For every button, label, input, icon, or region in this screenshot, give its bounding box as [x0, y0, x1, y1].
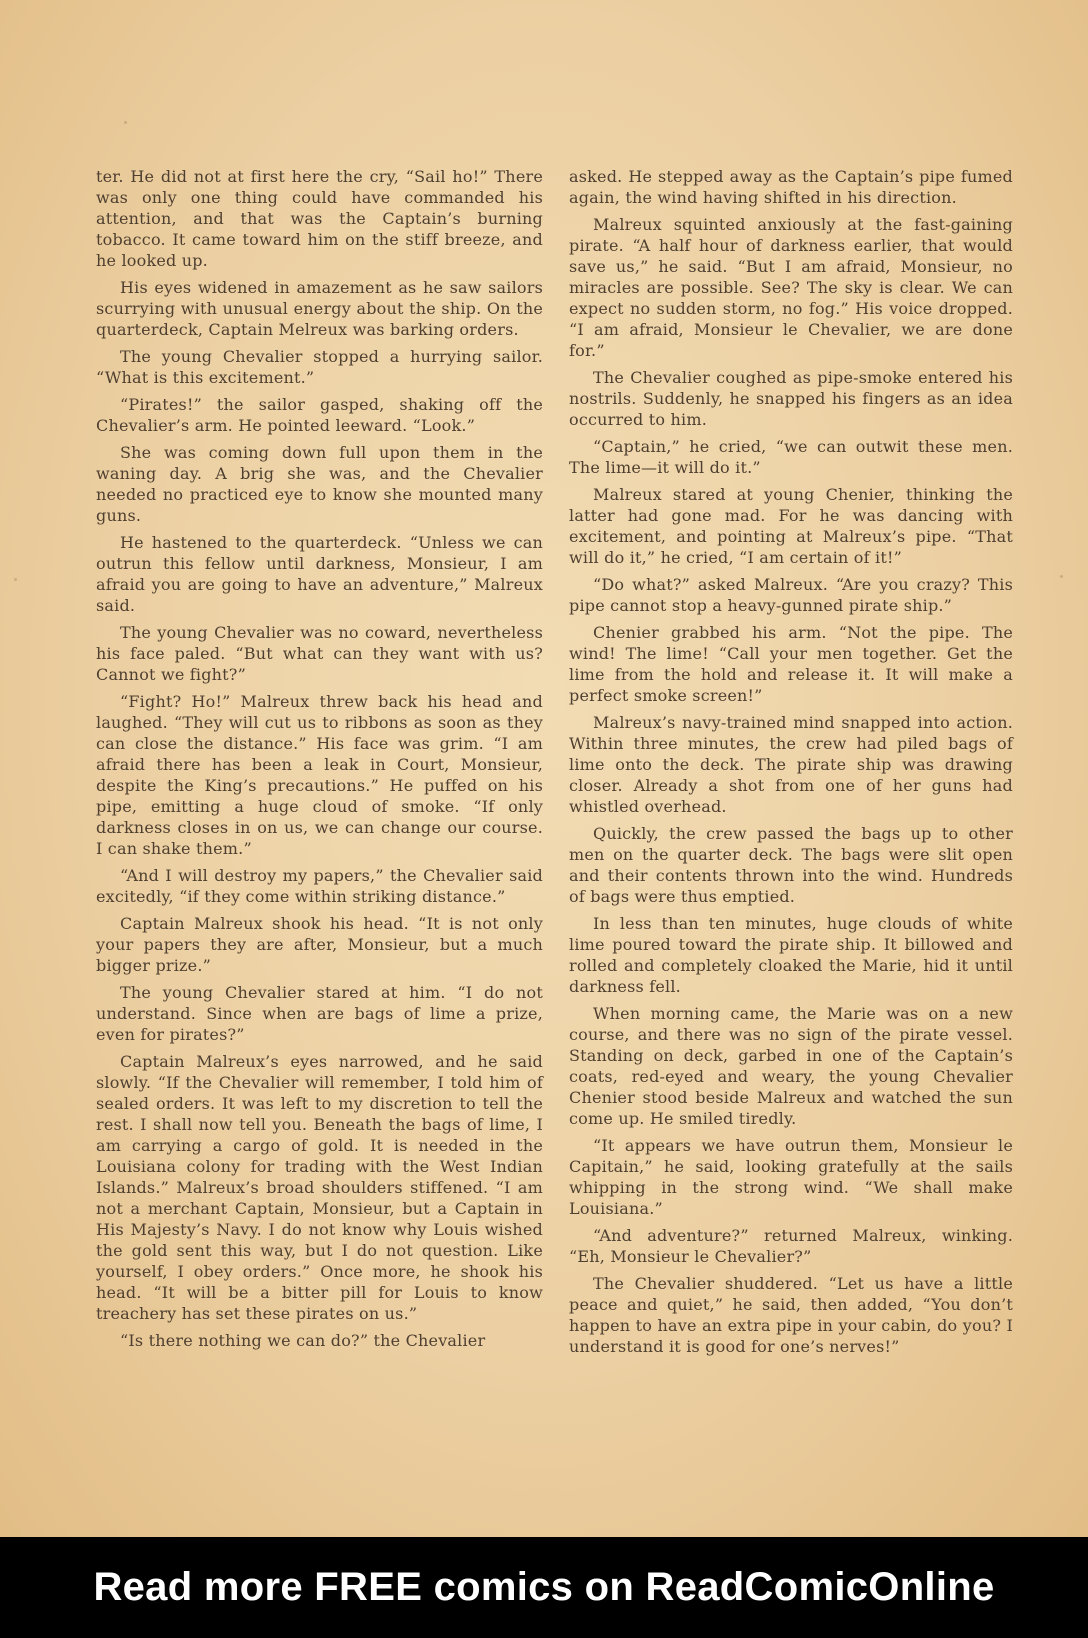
paragraph: asked. He stepped away as the Captain’s pipe fumed again, the wind having shifted in his direction.: [569, 167, 1013, 207]
paragraph: “It appears we have outrun them, Monsieur le Capitain,” he said, looking gratefully at the sails whipping in the strong wind. “We shall make Louisiana.”: [569, 1136, 1013, 1218]
paragraph: Quickly, the crew passed the bags up to other men on the quarter deck. The bags were slit open and their contents thrown into the wind. Hundreds of bags were thus emptied.: [569, 824, 1013, 906]
paragraph: The young Chevalier was no coward, nevertheless his face paled. “But what can they want with us? Cannot we fight?”: [96, 623, 543, 684]
paragraph: When morning came, the Marie was on a new course, and there was no sign of the pirate vessel. Standing on deck, garbed in one of the Captain’s coats, red-eyed and weary, the young Chevalier Chenier stood beside Malreux and watched the sun come up. He smiled tiredly.: [569, 1004, 1013, 1128]
paragraph: Malreux’s navy-trained mind snapped into action. Within three minutes, the crew had piled bags of lime onto the deck. The pirate ship was drawing closer. Already a shot from one of her guns had whistled overhead.: [569, 713, 1013, 816]
paragraph: Chenier grabbed his arm. “Not the pipe. The wind! The lime! “Call your men together. Get the lime from the hold and release it. It will make a perfect smoke screen!”: [569, 623, 1013, 705]
paragraph: The Chevalier coughed as pipe-smoke entered his nostrils. Suddenly, he snapped his fingers as an idea occurred to him.: [569, 368, 1013, 429]
paragraph: Captain Malreux shook his head. “It is not only your papers they are after, Monsieur, but a much bigger prize.”: [96, 914, 543, 975]
paragraph: “Pirates!” the sailor gasped, shaking off the Chevalier’s arm. He pointed leeward. “Look.”: [96, 395, 543, 435]
paragraph: Malreux squinted anxiously at the fast-gaining pirate. “A half hour of darkness earlier, that would save us,” he said. “But I am afraid, Monsieur, no miracles are possible. See? The sky is clear. We can expect no sudden storm, no fog.” His voice dropped. “I am afraid, Monsieur le Chevalier, we are done for.”: [569, 215, 1013, 360]
left-text-column: [96, 166, 543, 1357]
paper-speck: [14, 578, 17, 581]
paragraph: “Do what?” asked Malreux. “Are you crazy? This pipe cannot stop a heavy-gunned pirate ship.”: [569, 575, 1013, 615]
paragraph: “And adventure?” returned Malreux, winking. “Eh, Monsieur le Chevalier?”: [569, 1226, 1013, 1266]
promo-banner-text[interactable]: Read more FREE comics on ReadComicOnline: [93, 1565, 995, 1609]
paper-speck: [124, 121, 127, 124]
paragraph: He hastened to the quarterdeck. “Unless we can outrun this fellow until darkness, Monsieur, I am afraid you are going to have an adventure,” Malreux said.: [96, 533, 543, 615]
paragraph: Malreux stared at young Chenier, thinking the latter had gone mad. For he was dancing with excitement, and pointing at Malreux’s pipe. “That will do it,” he cried, “I am certain of it!”: [569, 485, 1013, 567]
paragraph: In less than ten minutes, huge clouds of white lime poured toward the pirate ship. It billowed and rolled and completely cloaked the Marie, hid it until darkness fell.: [569, 914, 1013, 996]
paragraph: Captain Malreux’s eyes narrowed, and he said slowly. “If the Chevalier will remember, I told him of sealed orders. It was left to my discretion to tell the rest. I shall now tell you. Beneath the bags of lime, I am carrying a cargo of gold. It is needed in the Louisiana colony for trading with the West Indian Islands.” Malreux’s broad shoulders stiffened. “I am not a merchant Captain, Monsieur, but a Captain in His Majesty’s Navy. I do not know why Louis wished the gold sent this way, but I do not question. Like yourself, I obey orders.” Once more, he shook his head. “It will be a bitter pill for Louis to know treachery has set these pirates on us.”: [96, 1052, 543, 1323]
paragraph: “Is there nothing we can do?” the Chevalier: [120, 1331, 486, 1350]
right-text-column: [569, 166, 1013, 1363]
paragraph: The young Chevalier stared at him. “I do not understand. Since when are bags of lime a prize, even for pirates?”: [96, 983, 543, 1044]
paragraph: “Captain,” he cried, “we can outwit these men. The lime—it will do it.”: [569, 437, 1013, 477]
paragraph: ter. He did not at first here the cry, “Sail ho!” There was only one thing could have commanded his attention, and that was the Captain’s burning tobacco. It came toward him on the stiff breeze, and he looked up.: [96, 167, 543, 270]
paragraph: “And I will destroy my papers,” the Chevalier said excitedly, “if they come within striking distance.”: [96, 866, 543, 906]
paragraph: She was coming down full upon them in the waning day. A brig she was, and the Chevalier needed no practiced eye to know she mounted many guns.: [96, 443, 543, 525]
promo-banner[interactable]: [0, 1537, 1088, 1638]
paragraph: The young Chevalier stopped a hurrying sailor. “What is this excitement.”: [96, 347, 543, 387]
paper-speck: [1060, 575, 1063, 578]
paragraph: “Fight? Ho!” Malreux threw back his head and laughed. “They will cut us to ribbons as soon as they can close the distance.” His face was grim. “I am afraid there has been a leak in Court, Monsieur, despite the King’s precautions.” He puffed on his pipe, emitting a huge cloud of smoke. “If only darkness closes in on us, we can change our course. I can shake them.”: [96, 692, 543, 858]
paragraph: His eyes widened in amazement as he saw sailors scurrying with unusual energy about the ship. On the quarterdeck, Captain Melreux was barking orders.: [96, 278, 543, 339]
paragraph: The Chevalier shuddered. “Let us have a little peace and quiet,” he said, then added, “You don’t happen to have an extra pipe in your cabin, do you? I understand it is good for one’s nerves!”: [569, 1274, 1013, 1356]
